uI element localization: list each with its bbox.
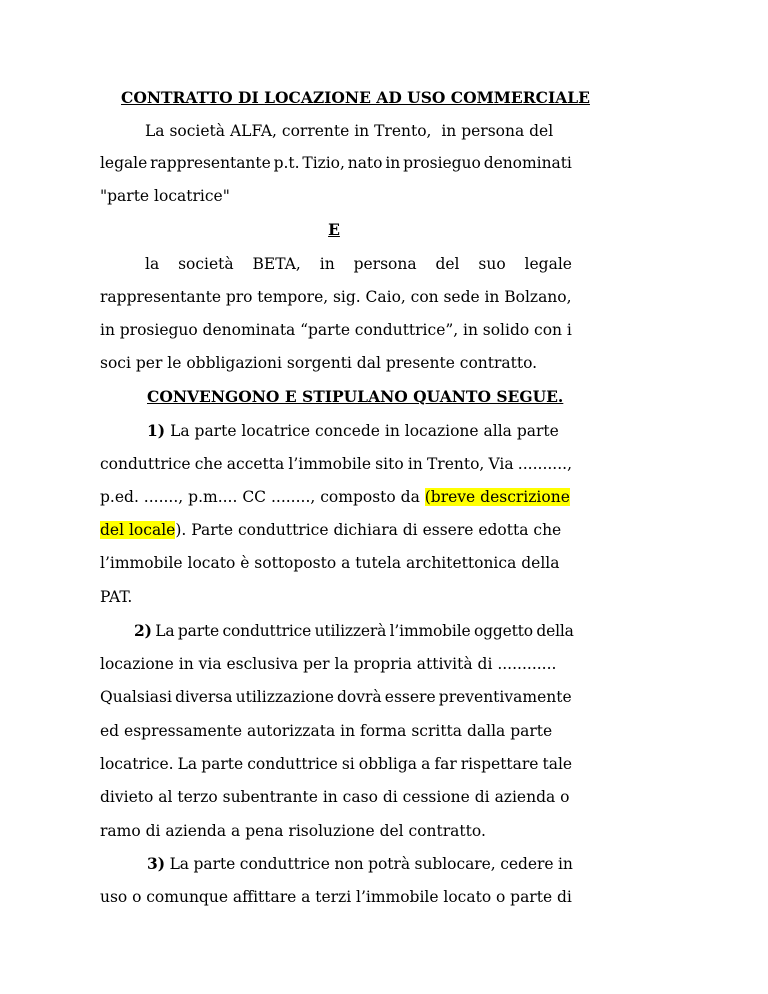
second-party-line-4: soci per le obbligazioni sorgenti dal presente contratto. [100, 354, 538, 372]
word: società [178, 255, 234, 273]
article-2-number: 2) [134, 621, 152, 640]
article-1-line-3 [100, 486, 572, 508]
word: in [319, 255, 335, 273]
highlighted-placeholder: (breve descrizione [424, 488, 570, 506]
article-3-number: 3) [147, 854, 166, 873]
second-party-line-3: in prosieguo denominata “parte conduttrice”, in solido con i [100, 321, 572, 339]
second-party-line-1 [145, 253, 572, 275]
word: legale [524, 255, 572, 273]
article-1-line-5: l’immobile locato è sottoposto a tutela architettonica della [100, 554, 560, 572]
word: BETA, [252, 255, 301, 273]
article-1-line-3-text: p.ed. ......., p.m.... CC ........, composto da [100, 488, 425, 506]
intro-line-2: legale rappresentante p.t. Tizio, nato in prosieguo denominati [100, 154, 572, 172]
article-1-number: 1) [147, 421, 166, 440]
highlighted-placeholder: del locale [100, 521, 176, 539]
article-1-line-6: PAT. [100, 588, 133, 606]
article-1-line-4-text: ). Parte conduttrice dichiara di essere edotta che [175, 521, 562, 539]
word: suo [478, 255, 506, 273]
word: persona [353, 255, 417, 273]
article-2-line-7: ramo di azienda a pena risoluzione del contratto. [100, 822, 486, 840]
article-3-line-1 [147, 853, 572, 875]
separator-e: E [328, 220, 340, 239]
article-2-line-5: locatrice. La parte conduttrice si obbliga a far rispettare tale [100, 755, 573, 773]
article-1-text: La parte locatrice concede in locazione alla parte [170, 422, 559, 440]
article-1-line-1 [147, 420, 572, 442]
section-heading: CONVENGONO E STIPULANO QUANTO SEGUE. [147, 387, 564, 406]
intro-line-3: "parte locatrice" [100, 187, 230, 205]
intro-line-1: La società ALFA, corrente in Trento, in persona del [145, 122, 554, 140]
word: la [145, 255, 160, 273]
article-3-line-2: uso o comunque affittare a terzi l’immobile locato o parte di [100, 888, 572, 906]
document-title: CONTRATTO DI LOCAZIONE AD USO COMMERCIALE [121, 88, 590, 107]
article-2-line-6: divieto al terzo subentrante in caso di cessione di azienda o [100, 788, 570, 806]
word: del [435, 255, 460, 273]
article-2-line-4: ed espressamente autorizzata in forma scritta dalla parte [100, 722, 553, 740]
article-2-text: La parte conduttrice utilizzerà l’immobile oggetto della [155, 622, 574, 640]
article-1-line-2: conduttrice che accetta l’immobile sito in Trento, Via .........., [100, 455, 573, 473]
article-1-line-4 [100, 519, 572, 541]
article-2-line-1 [134, 620, 572, 642]
article-2-line-3: Qualsiasi diversa utilizzazione dovrà essere preventivamente [100, 688, 572, 706]
second-party-line-2: rappresentante pro tempore, sig. Caio, con sede in Bolzano, [100, 288, 572, 306]
article-2-line-2: locazione in via esclusiva per la propria attività di ............ [100, 655, 557, 673]
article-3-text: La parte conduttrice non potrà sublocare, cedere in [169, 855, 573, 873]
